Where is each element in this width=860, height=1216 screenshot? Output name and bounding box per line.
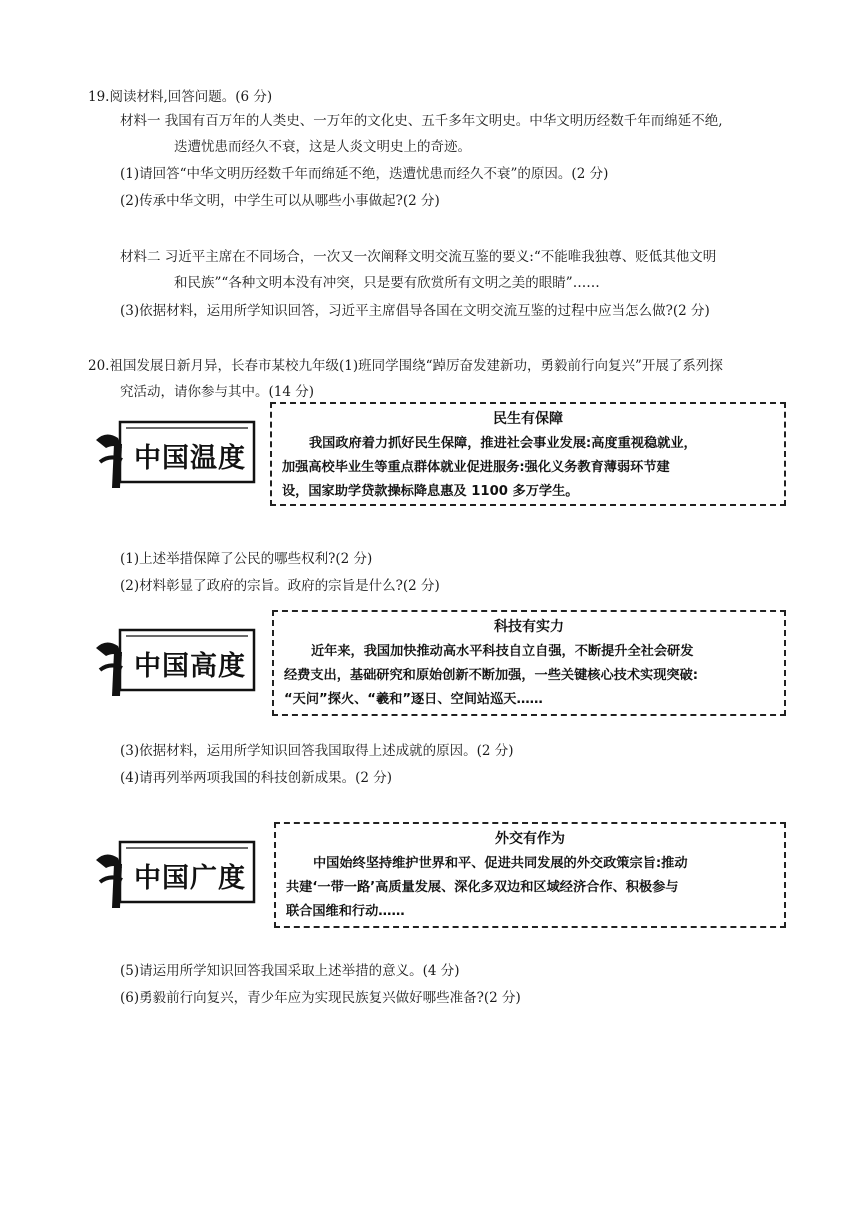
box-technology-line1: 近年来，我国加快推动高水平科技自立自强，不断提升全社会研发 xyxy=(311,644,694,659)
box-diplomacy-line3: 联合国维和行动…… xyxy=(286,904,405,919)
q19-material2-line2: 和民族”“各种文明本没有冲突，只是要有欣赏所有文明之美的眼睛”…… xyxy=(174,275,600,291)
box-technology xyxy=(272,610,786,716)
box-livelihood-line2: 加强高校毕业生等重点群体就业促进服务:强化义务教育薄弱环节建 xyxy=(282,460,670,475)
box-livelihood-title: 民生有保障 xyxy=(493,411,563,427)
q20-question3: (3)依据材料，运用所学知识回答我国取得上述成就的原因。(2 分) xyxy=(120,743,514,759)
box-livelihood-line3: 设，国家助学贷款操标降息惠及 1100 多万学生。 xyxy=(282,484,579,499)
q20-question4: (4)请再列举两项我国的科技创新成果。(2 分) xyxy=(120,770,393,786)
q20-question1: (1)上述举措保障了公民的哪些权利?(2 分) xyxy=(120,551,373,567)
q19-material1-line1: 材料一 我国有百万年的人类史、一万年的文化史、五千多年文明史。中华文明历经数千年而绵延不绝, xyxy=(120,113,723,129)
q19-question3: (3)依据材料，运用所学知识回答，习近平主席倡导各国在文明交流互鉴的过程中应当怎么做?(2 分) xyxy=(120,303,710,319)
q20-question5: (5)请运用所学知识回答我国采取上述举措的意义。(4 分) xyxy=(120,963,460,979)
q20-heading-line2: 究活动，请你参与其中。(14 分) xyxy=(120,384,315,400)
box-technology-line2: 经费支出，基础研究和原始创新不断加强，一些关键核心技术实现突破: xyxy=(284,668,699,683)
q19-question1: (1)请回答“中华文明历经数千年而绵延不绝，迭遭忧患而经久不衰”的原因。(2 分) xyxy=(120,166,609,182)
badge-china-warmth xyxy=(92,418,257,490)
badge-china-warmth-label: 中国温度 xyxy=(134,442,246,474)
box-diplomacy-line2: 共建‘一带一路’高质量发展、深化多双边和区域经济合作、积极参与 xyxy=(286,880,679,895)
q20-question6: (6)勇毅前行向复兴，青少年应为实现民族复兴做好哪些准备?(2 分) xyxy=(120,990,521,1006)
q19-material2-line1: 材料二 习近平主席在不同场合，一次又一次阐释文明交流互鉴的要义:“不能唯我独尊、贬低其他文明 xyxy=(120,249,717,265)
q19-material1-line2: 迭遭忧患而经久不衰，这是人炎文明史上的奇迹。 xyxy=(174,139,471,155)
badge-china-breadth xyxy=(92,838,257,910)
q20-heading-line1: 20.祖国发展日新月异，长春市某校九年级(1)班同学围绕“踔厉奋发建新功，勇毅前行向复兴”开展了系列探 xyxy=(88,358,723,374)
box-technology-line3: “天问”探火、“羲和”逐日、空间站巡天…… xyxy=(284,692,543,707)
box-diplomacy xyxy=(274,822,786,928)
box-diplomacy-title: 外交有作为 xyxy=(495,831,565,847)
box-technology-title: 科技有实力 xyxy=(494,619,564,635)
box-livelihood-line1: 我国政府着力抓好民生保障，推进社会事业发展:高度重视稳就业， xyxy=(309,436,697,451)
q20-question2: (2)材料彰显了政府的宗旨。政府的宗旨是什么?(2 分) xyxy=(120,578,440,594)
badge-china-height-label: 中国高度 xyxy=(134,650,246,682)
box-livelihood xyxy=(270,402,786,506)
q19-question2: (2)传承中华文明，中学生可以从哪些小事做起?(2 分) xyxy=(120,193,440,209)
box-diplomacy-line1: 中国始终坚持维护世界和平、促进共同发展的外交政策宗旨:推动 xyxy=(313,856,688,871)
q19-heading: 19.阅读材料,回答问题。(6 分) xyxy=(88,89,273,105)
badge-china-breadth-label: 中国广度 xyxy=(134,862,246,894)
badge-china-height xyxy=(92,626,257,698)
